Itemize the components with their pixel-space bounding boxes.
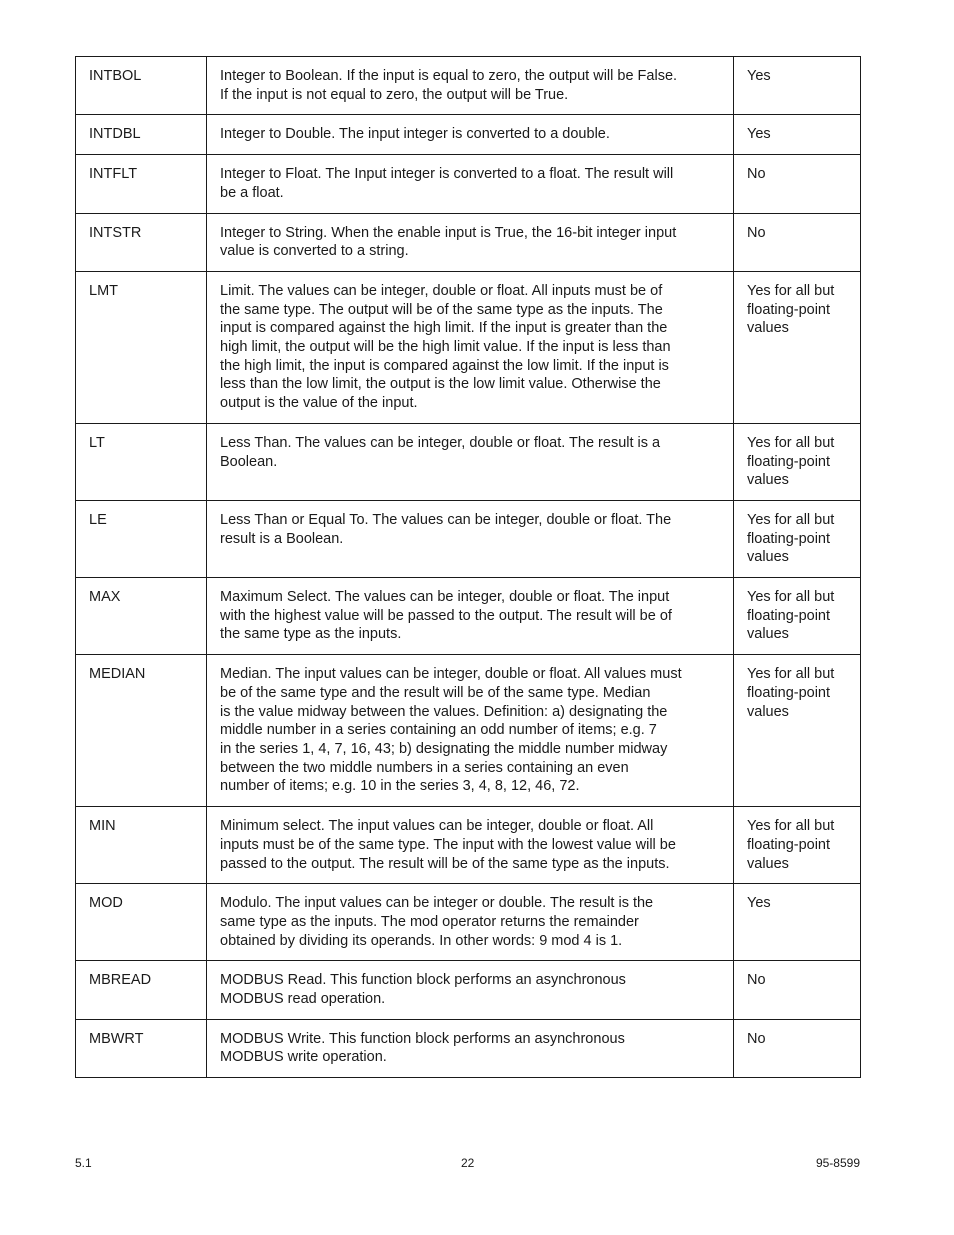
- support-cell: [734, 57, 861, 115]
- support-line: floating-point: [747, 530, 831, 547]
- support-cell: [734, 115, 861, 155]
- function-name: MBREAD: [89, 972, 152, 989]
- support-line: No: [747, 166, 766, 183]
- support-line: floating-point: [747, 453, 831, 470]
- table-row: [76, 57, 861, 115]
- support-line: Yes for all but: [747, 434, 835, 451]
- support-cell: [734, 500, 861, 577]
- support-line: floating-point: [747, 836, 831, 853]
- description-line: If the input is not equal to zero, the output will be True.: [220, 86, 569, 103]
- function-name-cell: [76, 578, 207, 655]
- function-name-cell: [76, 213, 207, 271]
- function-name-cell: [76, 655, 207, 807]
- table-row: [76, 578, 861, 655]
- description-line: the same type. The output will be of the same type as the inputs. The: [220, 301, 663, 318]
- description-cell: [207, 213, 734, 271]
- table-row: [76, 884, 861, 961]
- description-line: Integer to String. When the enable input is True, the 16-bit integer input: [220, 224, 677, 241]
- description-line: MODBUS Read. This function block performs an asynchronous: [220, 972, 626, 989]
- support-line: Yes for all but: [747, 818, 835, 835]
- document-number: 95-8599: [815, 1156, 860, 1170]
- description-line: MODBUS write operation.: [220, 1049, 387, 1066]
- function-name: MBWRT: [89, 1030, 144, 1047]
- function-name-cell: [76, 155, 207, 213]
- support-line: No: [747, 972, 766, 989]
- description-line: Limit. The values can be integer, double or float. All inputs must be of: [220, 282, 663, 299]
- description-line: same type as the inputs. The mod operator returns the remainder: [220, 913, 639, 930]
- support-line: values: [747, 626, 789, 643]
- function-name-cell: [76, 57, 207, 115]
- description-line: Maximum Select. The values can be integer, double or float. The input: [220, 589, 670, 606]
- description-cell: [207, 1019, 734, 1077]
- table-row: [76, 961, 861, 1019]
- function-name: INTFLT: [89, 166, 138, 183]
- description-line: value is converted to a string.: [220, 243, 409, 260]
- support-line: floating-point: [747, 684, 831, 701]
- support-cell: [734, 1019, 861, 1077]
- support-cell: [734, 155, 861, 213]
- support-line: No: [747, 1030, 766, 1047]
- function-name: LE: [89, 511, 107, 528]
- support-line: Yes: [747, 68, 771, 84]
- table-body: [76, 57, 861, 1078]
- function-name-cell: [76, 1019, 207, 1077]
- function-name: MOD: [89, 895, 123, 912]
- description-line: be of the same type and the result will be of the same type. Median: [220, 684, 651, 701]
- description-line: obtained by dividing its operands. In other words: 9 mod 4 is 1.: [220, 932, 623, 949]
- function-name: LMT: [89, 282, 118, 299]
- function-name: LT: [89, 434, 105, 451]
- table-row: [76, 271, 861, 423]
- function-name-cell: [76, 807, 207, 884]
- page-number: 22: [461, 1156, 475, 1170]
- support-line: values: [747, 855, 789, 872]
- description-line: output is the value of the input.: [220, 395, 418, 412]
- description-line: less than the low limit, the output is the low limit value. Otherwise the: [220, 376, 661, 393]
- description-line: middle number in a series containing an odd number of items; e.g. 7: [220, 722, 657, 739]
- description-line: passed to the output. The result will be of the same type as the inputs.: [220, 855, 670, 872]
- description-cell: [207, 271, 734, 423]
- function-name: MIN: [89, 818, 116, 835]
- function-name-cell: [76, 961, 207, 1019]
- table-row: [76, 115, 861, 155]
- support-cell: [734, 423, 861, 500]
- function-name-cell: [76, 884, 207, 961]
- description-line: Less Than. The values can be integer, double or float. The result is a: [220, 434, 661, 451]
- function-name: INTSTR: [89, 224, 142, 241]
- description-line: Integer to Boolean. If the input is equal to zero, the output will be False.: [220, 68, 678, 84]
- support-cell: [734, 884, 861, 961]
- description-line: MODBUS read operation.: [220, 991, 386, 1008]
- description-line: is the value midway between the values. Definition: a) designating the: [220, 703, 668, 720]
- function-name: INTDBL: [89, 126, 141, 143]
- description-line: the high limit, the input is compared against the low limit. If the input is: [220, 357, 669, 374]
- support-line: floating-point: [747, 607, 831, 624]
- table-row: [76, 155, 861, 213]
- support-cell: [734, 271, 861, 423]
- description-line: be a float.: [220, 184, 284, 201]
- description-line: high limit, the output will be the high limit value. If the input is less than: [220, 339, 671, 356]
- support-line: Yes: [747, 126, 771, 143]
- description-line: with the highest value will be passed to the output. The result will be of: [220, 607, 672, 624]
- support-cell: [734, 655, 861, 807]
- support-cell: [734, 807, 861, 884]
- function-block-table: [75, 56, 861, 1078]
- support-cell: [734, 961, 861, 1019]
- description-line: input is compared against the high limit. If the input is greater than the: [220, 320, 668, 337]
- description-line: Minimum select. The input values can be integer, double or float. All: [220, 818, 654, 835]
- description-cell: [207, 500, 734, 577]
- support-line: values: [747, 703, 789, 720]
- description-line: the same type as the inputs.: [220, 626, 402, 643]
- description-cell: [207, 578, 734, 655]
- support-line: No: [747, 224, 766, 241]
- description-line: number of items; e.g. 10 in the series 3, 4, 8, 12, 46, 72.: [220, 778, 580, 795]
- support-cell: [734, 213, 861, 271]
- description-line: Median. The input values can be integer, double or float. All values must: [220, 666, 682, 683]
- function-name: MAX: [89, 589, 121, 606]
- function-name-cell: [76, 115, 207, 155]
- table-row: [76, 213, 861, 271]
- description-line: Boolean.: [220, 453, 278, 470]
- support-cell: [734, 578, 861, 655]
- support-line: values: [747, 549, 789, 566]
- support-line: floating-point: [747, 301, 831, 318]
- description-line: inputs must be of the same type. The input with the lowest value will be: [220, 836, 676, 853]
- table-row: [76, 423, 861, 500]
- description-line: between the two middle numbers in a series containing an even: [220, 759, 629, 776]
- description-cell: [207, 57, 734, 115]
- function-name-cell: [76, 423, 207, 500]
- support-line: Yes for all but: [747, 589, 835, 606]
- description-line: MODBUS Write. This function block performs an asynchronous: [220, 1030, 625, 1047]
- support-line: Yes for all but: [747, 511, 835, 528]
- description-cell: [207, 115, 734, 155]
- function-name-cell: [76, 271, 207, 423]
- description-line: Modulo. The input values can be integer or double. The result is the: [220, 895, 654, 912]
- description-cell: [207, 807, 734, 884]
- support-line: Yes for all but: [747, 282, 835, 299]
- support-line: values: [747, 320, 789, 337]
- function-name-cell: [76, 500, 207, 577]
- table-row: [76, 807, 861, 884]
- support-line: Yes for all but: [747, 666, 835, 683]
- support-line: values: [747, 472, 789, 489]
- table-row: [76, 655, 861, 807]
- description-cell: [207, 961, 734, 1019]
- footer-revision: 5.1: [75, 1156, 92, 1170]
- description-cell: [207, 155, 734, 213]
- description-cell: [207, 655, 734, 807]
- description-line: Integer to Double. The input integer is converted to a double.: [220, 126, 610, 143]
- description-line: Integer to Float. The Input integer is converted to a float. The result will: [220, 166, 674, 183]
- table-row: [76, 500, 861, 577]
- description-cell: [207, 423, 734, 500]
- function-name: MEDIAN: [89, 666, 146, 683]
- function-name: INTBOL: [89, 68, 142, 84]
- table-row: [76, 1019, 861, 1077]
- support-line: Yes: [747, 895, 771, 912]
- description-line: Less Than or Equal To. The values can be integer, double or float. The: [220, 511, 672, 528]
- description-line: result is a Boolean.: [220, 530, 344, 547]
- description-line: in the series 1, 4, 7, 16, 43; b) designating the middle number midway: [220, 740, 668, 757]
- description-cell: [207, 884, 734, 961]
